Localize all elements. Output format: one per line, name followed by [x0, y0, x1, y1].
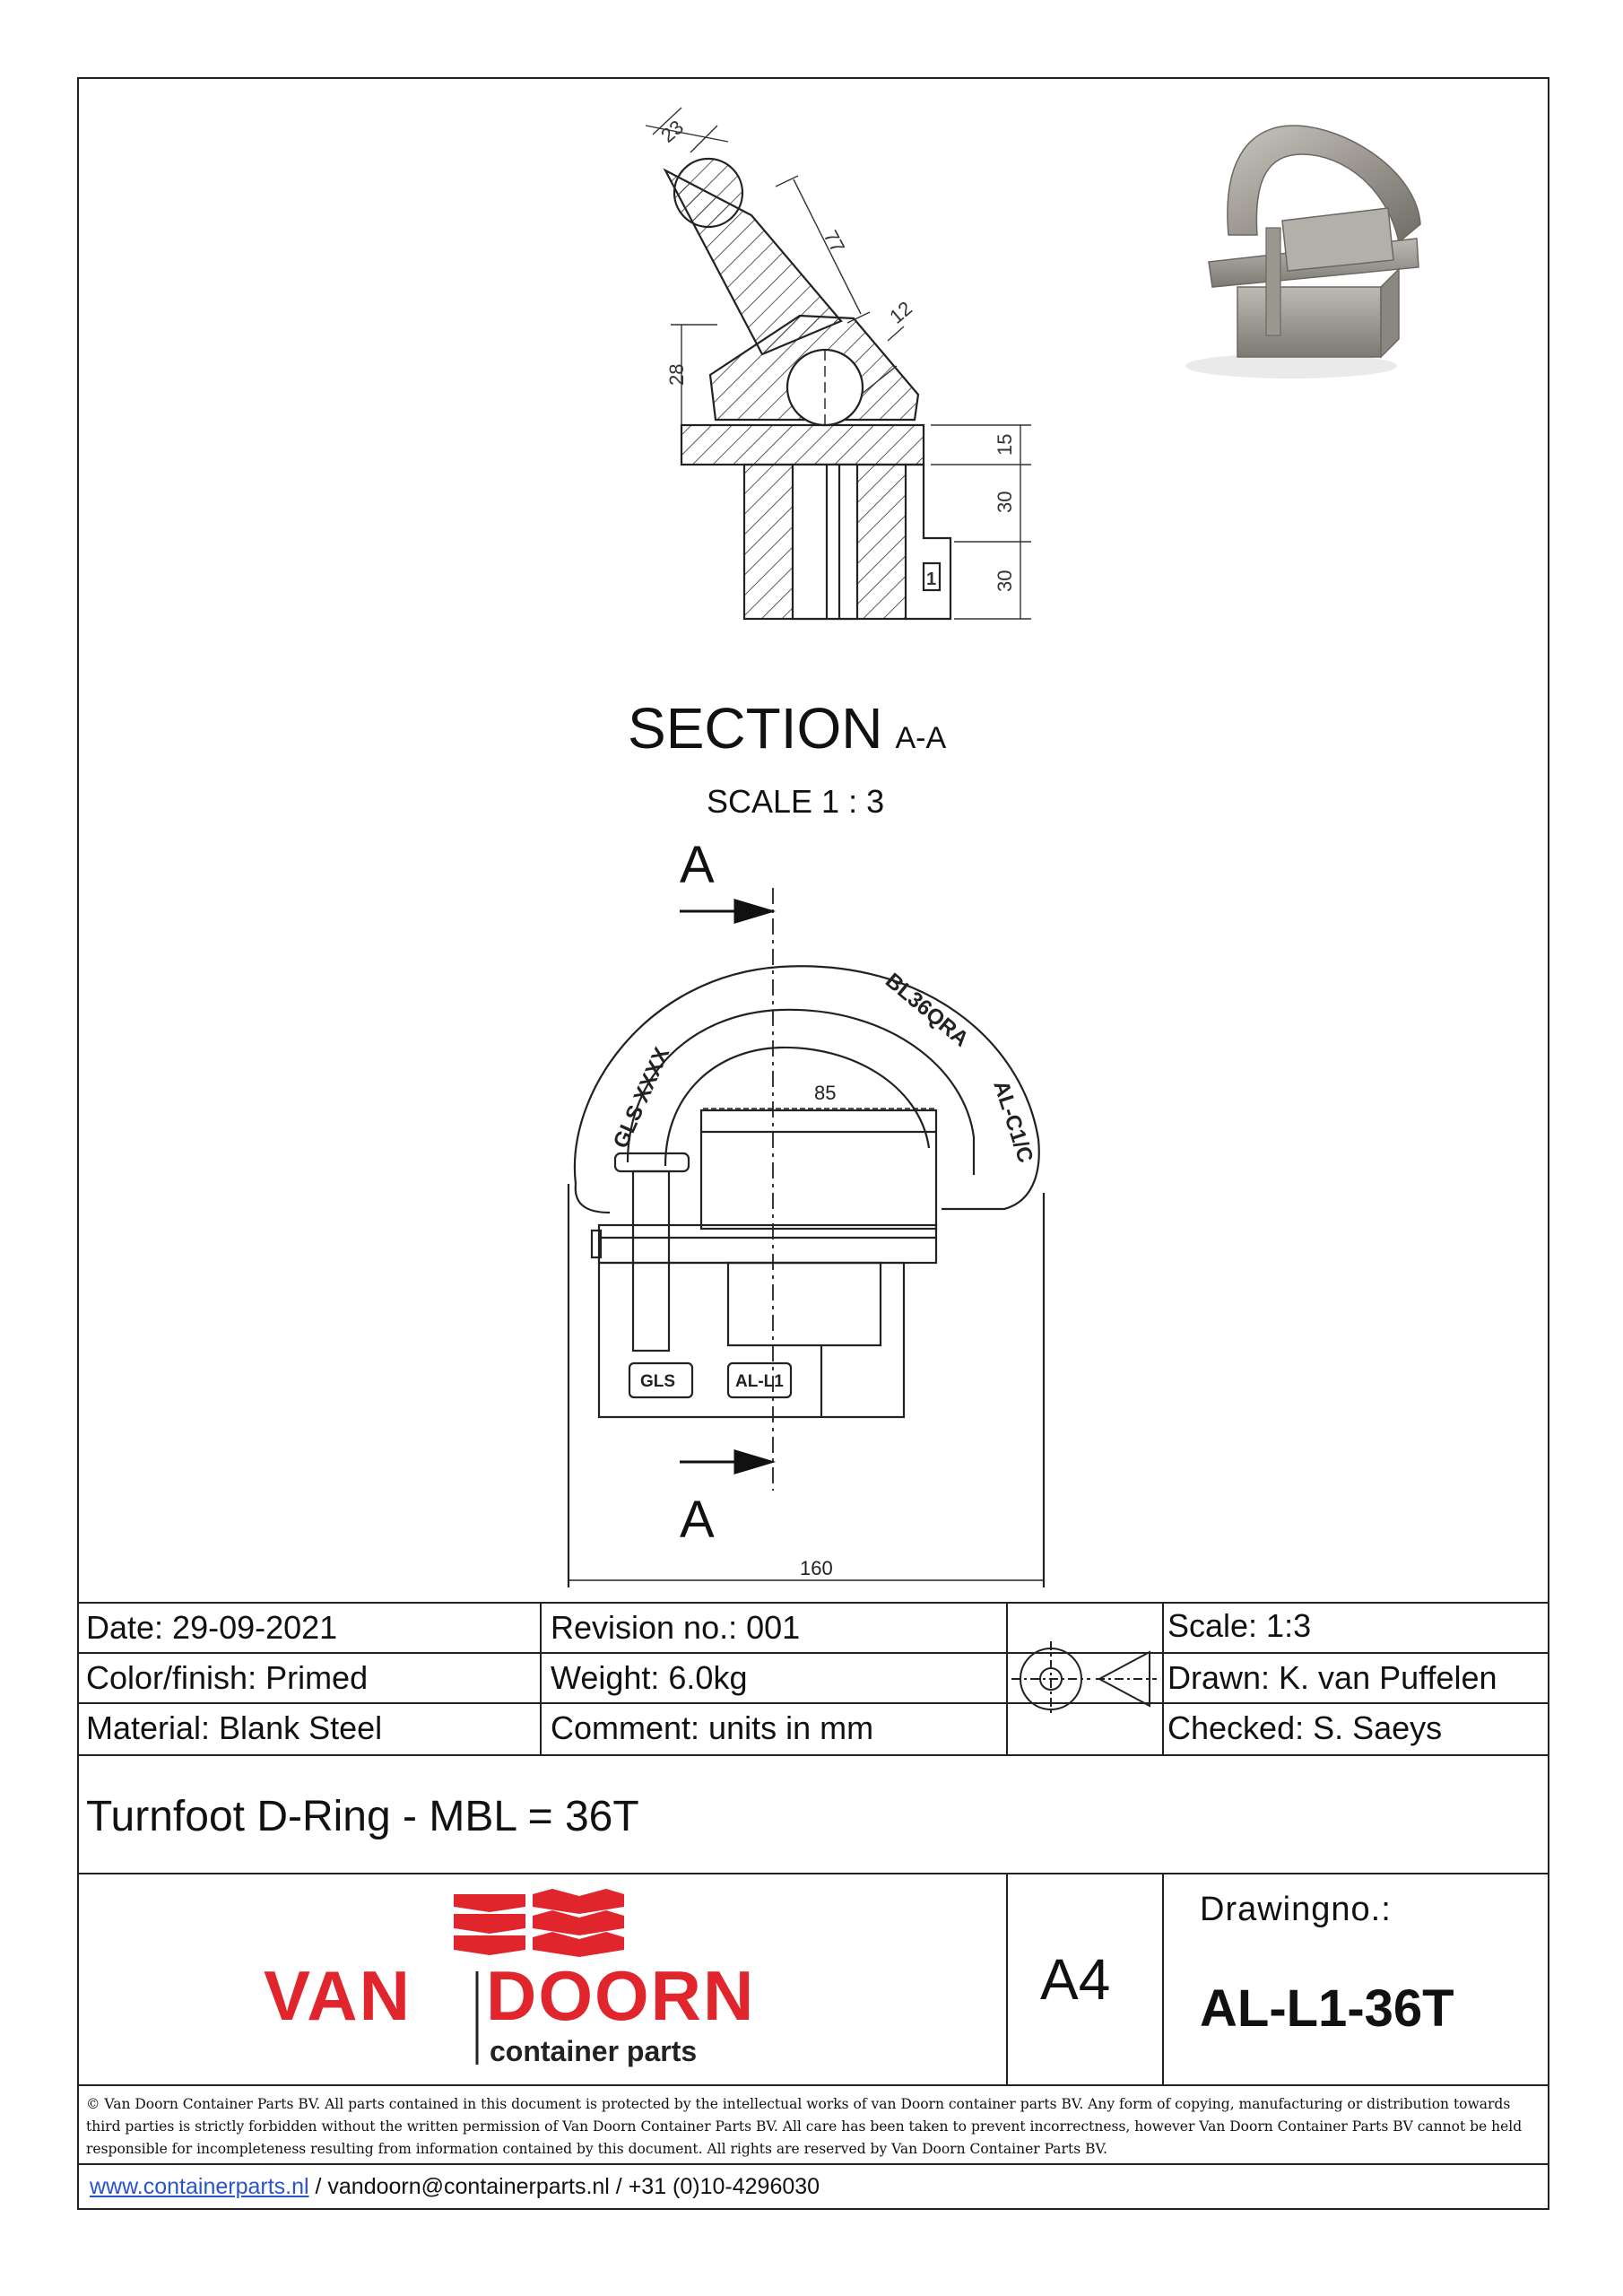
- format-size: A4: [1040, 1947, 1111, 2012]
- comment-field: Comment: units in mm: [551, 1709, 874, 1746]
- dim-15: 15: [994, 433, 1016, 456]
- date-field: Date: 29-09-2021: [86, 1609, 338, 1646]
- plate-gls: GLS: [640, 1372, 676, 1391]
- section-marker-bottom: A: [680, 1491, 715, 1549]
- dim-85: 85: [814, 1082, 837, 1104]
- website-link[interactable]: www.containerparts.nl: [90, 2174, 309, 2199]
- logo-brand-left: VAN: [264, 1956, 412, 2035]
- projection-symbol-icon: [1010, 1605, 1160, 1752]
- drawing-title: Turnfoot D-Ring - MBL = 36T: [86, 1793, 639, 1840]
- contact-details: / vandoorn@containerparts.nl / +31 (0)10-4296030: [308, 2174, 820, 2199]
- revision-field: Revision no.: 001: [551, 1609, 801, 1646]
- material-field: Material: Blank Steel: [86, 1709, 383, 1746]
- drawing-number: AL-L1-36T: [1200, 1979, 1454, 2038]
- dim-23: 23: [656, 115, 688, 147]
- ring-marking-left: GLS XXXX: [608, 1043, 675, 1152]
- drawn-field: Drawn: K. van Puffelen: [1167, 1659, 1497, 1696]
- van-doorn-logo: [256, 1885, 830, 2074]
- ring-marking-top: BL36QRA: [881, 968, 974, 1052]
- front-view: [568, 888, 1044, 1587]
- dim-30-upper: 30: [994, 491, 1016, 513]
- product-render: [1185, 126, 1420, 378]
- dim-160: 160: [800, 1557, 833, 1579]
- dim-77: 77: [819, 226, 850, 257]
- section-marker-top: A: [680, 836, 715, 894]
- logo-brand-right: DOORN: [486, 1956, 756, 2035]
- checked-field: Checked: S. Saeys: [1167, 1709, 1443, 1746]
- title-block: [77, 1602, 1549, 2210]
- ring-marking-right: AL-C1/C: [988, 1077, 1038, 1166]
- section-view: [665, 159, 950, 619]
- section-title: SECTION A-A: [628, 696, 947, 761]
- dim-12: 12: [885, 296, 916, 328]
- color-field: Color/finish: Primed: [86, 1659, 369, 1696]
- dim-28: 28: [665, 363, 688, 386]
- section-scale: SCALE 1 : 3: [707, 783, 885, 820]
- scale-field: Scale: 1:3: [1167, 1607, 1312, 1644]
- legal-notice: © Van Doorn Container Parts BV. All parts contained in this document is protected by the intellectual works of van Doorn container parts BV. Any form of copying, manufacturing or distribution towards third parties is strictly forbidden without the written permission of Van Doorn Container Parts BV. All care has been taken to prevent incorrectness, however Van Doorn Container Parts BV cannot be held responsible for incompleteness resulting from information contained by this document. All rights are reserved by Van Doorn Container Parts BV.: [86, 2096, 1523, 2157]
- plate-al-l1: AL-L1: [735, 1372, 784, 1391]
- logo-tagline: container parts: [490, 2035, 698, 2067]
- drawingno-label: Drawingno.:: [1200, 1891, 1392, 1928]
- section-marking-1: 1: [926, 570, 937, 589]
- weight-field: Weight: 6.0kg: [551, 1659, 748, 1696]
- contact-line: [90, 2174, 820, 2200]
- dim-30-lower: 30: [994, 570, 1016, 592]
